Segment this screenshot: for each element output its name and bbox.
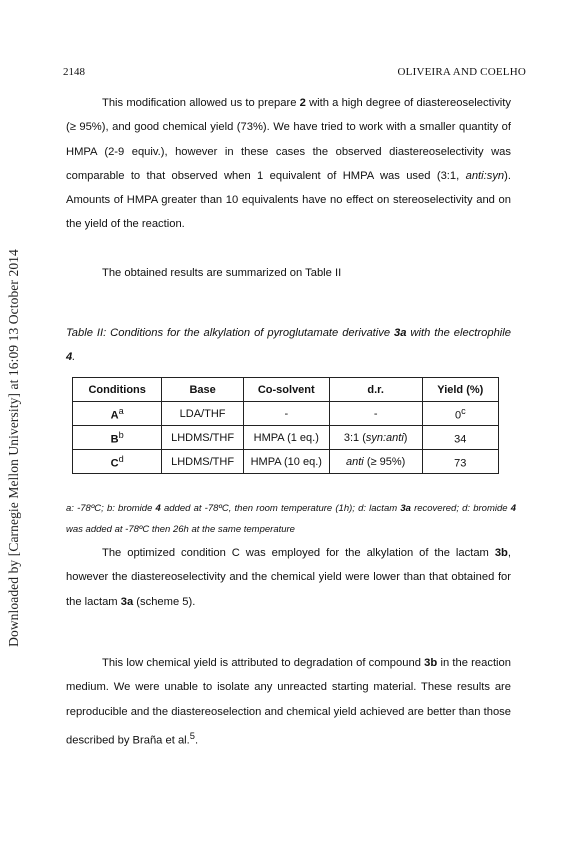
condition-letter: B <box>110 433 119 446</box>
yield-footnote-mark: c <box>461 405 466 416</box>
para4-text-2: in the reaction medium. We were unable to isolate any unreacted starting material. These results are reproducible and the diastereoselection and chemical yield achieved are better than those described by Braña et al. <box>66 657 511 747</box>
cell-dr <box>329 450 422 474</box>
dr-text: - <box>373 407 378 420</box>
dr-italic: anti <box>346 455 364 468</box>
footnote-compound-4b: 4 <box>510 503 516 514</box>
cell-yield <box>422 402 498 426</box>
yield-value: 34 <box>454 433 467 446</box>
table-row <box>73 426 499 450</box>
paragraph-2: The obtained results are summarized on Table II <box>102 267 342 279</box>
header-conditions: Conditions <box>73 378 162 402</box>
para1-text-3: ). Amounts of HMPA greater than 10 equivalents have no effect on stereoselectivity and on the yield of the reaction. <box>66 169 511 231</box>
cell-base: LHDMS/THF <box>162 426 243 450</box>
footnote-compound-3a: 3a <box>400 503 411 514</box>
yield-value: 0 <box>454 409 462 422</box>
paragraph-4 <box>66 651 511 753</box>
para4-text-1: This low chemical yield is attributed to degradation of compound <box>102 657 425 669</box>
paragraph-3 <box>66 541 511 614</box>
footnote-text-2: added at -78ºC, then room temperature (1h); d: lactam <box>160 503 401 514</box>
cell-dr <box>329 426 422 450</box>
header-co-solvent: Co-solvent <box>243 378 329 402</box>
running-head: OLIVEIRA AND COELHO <box>397 66 526 78</box>
footnote-compound-4: 4 <box>155 503 161 514</box>
dr-text: 3:1 ( <box>343 431 366 444</box>
cell-condition <box>73 402 162 426</box>
dr-italic: syn:anti <box>365 431 404 444</box>
cell-co-solvent: - <box>243 402 329 426</box>
para4-text-3: . <box>194 734 199 747</box>
cell-base: LDA/THF <box>162 402 243 426</box>
para3-text-2: , however the diastereoselectivity and the chemical yield were lower than that obtained for the lactam <box>66 547 511 608</box>
footnote-text-1: a: -78ºC; b: bromide <box>66 503 156 514</box>
para3-compound-3a: 3a <box>120 595 134 608</box>
para1-italic-ratio: anti:syn <box>465 169 505 182</box>
download-watermark <box>4 0 24 864</box>
para3-compound-3b: 3b <box>494 547 508 559</box>
para3-text-1: The optimized condition C was employed for the alkylation of the lactam <box>102 547 495 559</box>
dr-text-post: ) <box>403 431 408 444</box>
dr-text-post: (≥ 95%) <box>363 455 406 468</box>
conditions-table <box>72 377 499 474</box>
footnote-text-3: recovered; d: bromide <box>410 503 511 514</box>
paragraph-1 <box>66 91 511 237</box>
cell-co-solvent: HMPA (1 eq.) <box>243 426 329 450</box>
reference-superscript: 5 <box>189 730 195 741</box>
caption-compound-4: 4 <box>66 351 73 364</box>
table-row <box>73 450 499 474</box>
para3-text-3: (scheme 5). <box>133 595 196 608</box>
caption-text-1: Table II: Conditions for the alkylation of pyroglutamate derivative <box>66 327 395 339</box>
cell-yield <box>422 450 498 474</box>
caption-compound-3a: 3a <box>394 327 407 339</box>
caption-text-2: with the electrophile <box>406 327 511 339</box>
condition-footnote-mark: d <box>118 453 124 464</box>
page-number: 2148 <box>63 66 85 78</box>
download-watermark-text: Downloaded by [Carnegie Mellon University] at 16:09 13 October 2014 <box>6 249 21 647</box>
condition-letter: C <box>110 457 119 470</box>
table-footnote <box>66 498 516 540</box>
cell-base: LHDMS/THF <box>162 450 243 474</box>
caption-text-3: . <box>72 351 76 364</box>
cell-condition <box>73 450 162 474</box>
condition-footnote-mark: a <box>118 405 124 416</box>
condition-footnote-mark: b <box>118 429 124 440</box>
table-caption <box>66 321 511 370</box>
table-header-row <box>73 378 499 402</box>
cell-condition <box>73 426 162 450</box>
table-row <box>73 402 499 426</box>
header-base: Base <box>162 378 243 402</box>
header-yield: Yield (%) <box>422 378 498 402</box>
cell-dr <box>329 402 422 426</box>
yield-value: 73 <box>454 457 467 470</box>
condition-letter: A <box>110 409 119 422</box>
cell-yield <box>422 426 498 450</box>
footnote-text-4: was added at -78ºC then 26h at the same temperature <box>66 524 295 535</box>
para4-compound-3b: 3b <box>424 657 438 669</box>
compound-ref-2: 2 <box>299 97 306 109</box>
para1-text-1: This modification allowed us to prepare <box>102 97 300 109</box>
para1-text-2: with a high degree of diastereoselectivity (≥ 95%), and good chemical yield (73%). We have tried to work with a smaller quantity of HMPA (2-9 equiv.), however in these cases the observed diastereoselectivity was comparable to that observed when 1 equivalent of HMPA was used (3:1, <box>66 97 511 182</box>
header-dr: d.r. <box>329 378 422 402</box>
cell-co-solvent: HMPA (10 eq.) <box>243 450 329 474</box>
